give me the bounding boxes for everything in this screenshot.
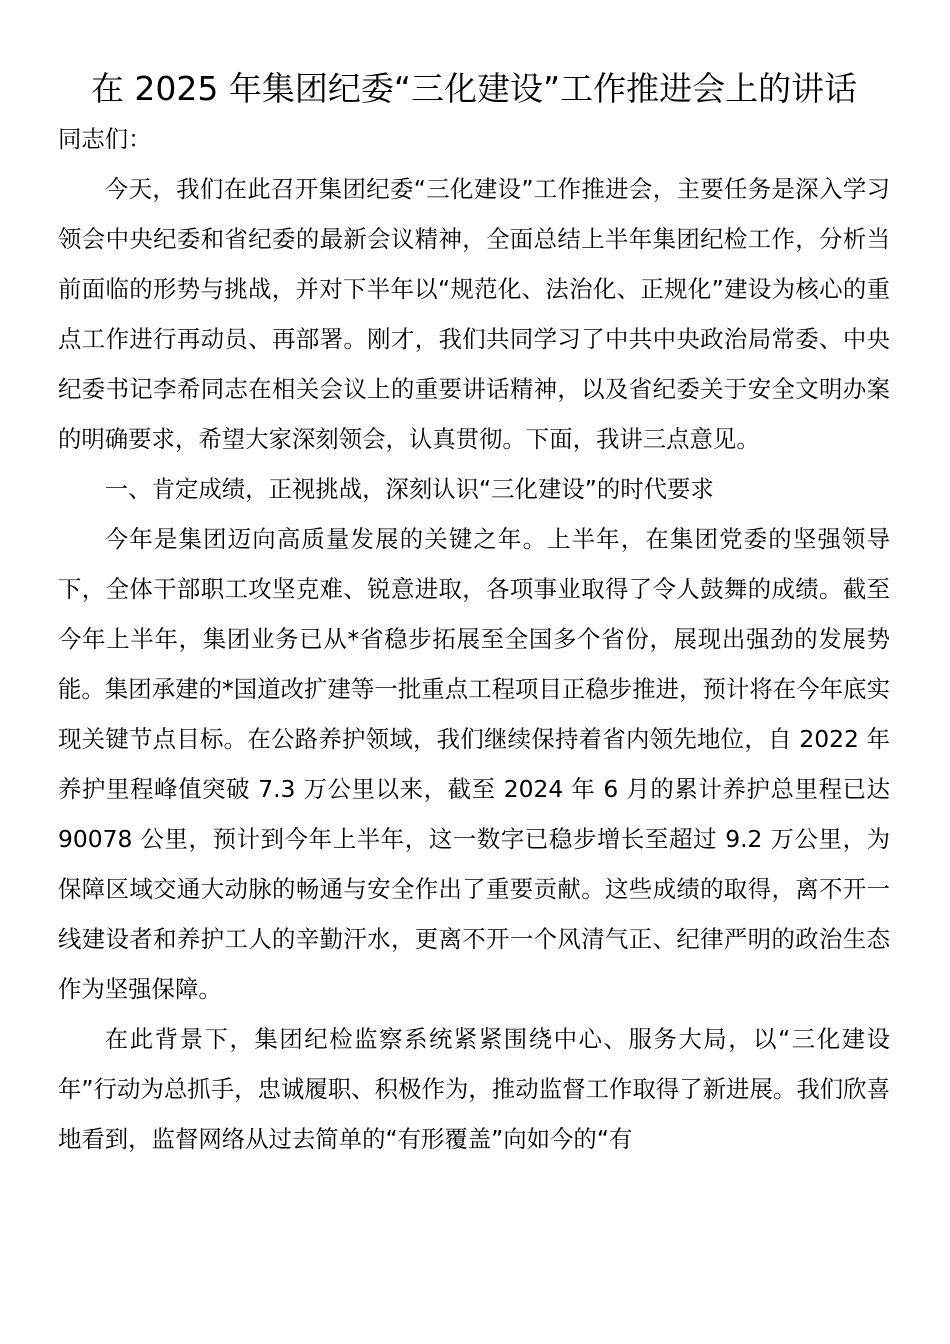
section-1-paragraph-1: 今年是集团迈向高质量发展的关键之年。上半年，在集团党委的坚强领导下，全体干部职工攻坚克难、锐意进取，各项事业取得了令人鼓舞的成绩。截至今年上半年，集团业务已从*省稳步拓展至全国多个省份，展现出强劲的发展势能。集团承建的*国道改扩建等一批重点工程项目正稳步推进，预计将在今年底实现关键节点目标。在公路养护领域，我们继续保持着省内领先地位，自 2022 年养护里程峰值突破 7.3 万公里以来，截至 2024 年 6 月的累计养护总里程已达 90078 公里，预计到今年上半年，这一数字已稳步增长至超过 9.2 万公里，为保障区域交通大动脉的畅通与安全作出了重要贡献。这些成绩的取得，离不开一线建设者和养护工人的辛勤汗水，更离不开一个风清气正、纪律严明的政治生态作为坚强保障。 xyxy=(58,525,890,1003)
greeting: 同志们： xyxy=(58,125,152,153)
document-page xyxy=(58,64,890,1164)
intro-paragraph: 今天，我们在此召开集团纪委“三化建设”工作推进会，主要任务是深入学习领会中央纪委和省纪委的最新会议精神，全面总结上半年集团纪检工作，分析当前面临的形势与挑战，并对下半年以“规范化、法治化、正规化”建设为核心的重点工作进行再动员、再部署。刚才，我们共同学习了中共中央政治局常委、中央纪委书记李希同志在相关会议上的重要讲话精神，以及省纪委关于安全文明办案的明确要求，希望大家深刻领会，认真贯彻。下面，我讲三点意见。 xyxy=(58,175,890,453)
section-1-heading: 一、肯定成绩，正视挑战，深刻认识“三化建设”的时代要求 xyxy=(104,475,714,503)
section-1-paragraph-2: 在此背景下，集团纪检监察系统紧紧围绕中心、服务大局，以“三化建设年”行动为总抓手，忠诚履职、积极作为，推动监督工作取得了新进展。我们欣喜地看到，监督网络从过去简单的“有形覆盖”向如今的“有 xyxy=(58,1025,890,1153)
document-title: 在 2025 年集团纪委“三化建设”工作推进会上的讲话 xyxy=(90,69,858,108)
